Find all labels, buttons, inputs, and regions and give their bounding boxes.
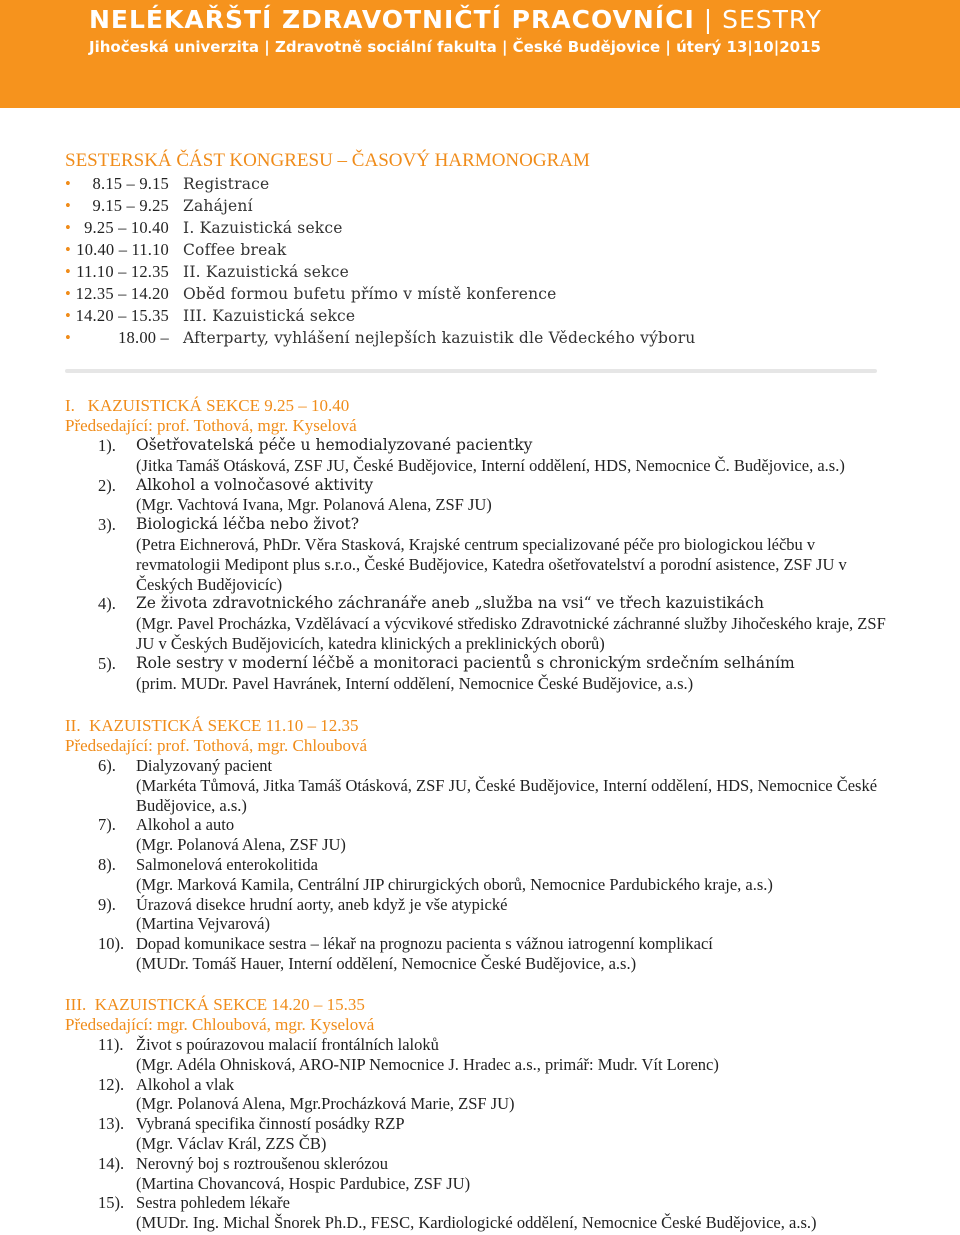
- section-heading: I. KAZUISTICKÁ SEKCE 9.25 – 10.40: [65, 396, 350, 415]
- schedule-label: III. Kazuistická sekce: [183, 307, 356, 325]
- section-2: [65, 716, 895, 974]
- schedule-label: Registrace: [183, 175, 270, 193]
- talk-number: 6).: [98, 756, 116, 775]
- talk-number: 3).: [98, 515, 116, 535]
- talk-authors: (Mgr. Marková Kamila, Centrální JIP chirurgických oborů, Nemocnice Pardubického kraje, a.s.): [136, 874, 773, 894]
- talk-item: [65, 756, 895, 815]
- schedule-time: 18.00 –: [118, 328, 169, 347]
- talk-number: 11).: [98, 1035, 124, 1054]
- section-heading: II. KAZUISTICKÁ SEKCE 11.10 – 12.35: [65, 716, 359, 735]
- section-chairs: Předsedající: mgr. Chloubová, mgr. Kyselová: [65, 1015, 375, 1034]
- talk-authors: (MUDr. Ing. Michal Šnorek Ph.D., FESC, Kardiologické oddělení, Nemocnice České Budějovice, a.s.): [136, 1213, 817, 1233]
- schedule-title: SESTERSKÁ ČÁST KONGRESU – ČASOVÝ HARMONOGRAM: [65, 150, 590, 171]
- talk-number: 14).: [98, 1153, 125, 1173]
- talk-number: 2).: [98, 475, 116, 495]
- schedule-label: Oběd formou bufetu přímo v místě konference: [183, 285, 557, 303]
- talk-authors: (Mgr. Adéla Ohnisková, ARO-NIP Nemocnice J. Hradec a.s., primář: Mudr. Vít Lorenc): [136, 1054, 719, 1074]
- section-1: [65, 396, 895, 693]
- section-chairs: Předsedající: prof. Tothová, mgr. Chloubová: [65, 736, 368, 755]
- talk-authors: (MUDr. Tomáš Hauer, Interní oddělení, Nemocnice České Budějovice, a.s.): [136, 953, 637, 973]
- talk-title: Salmonelová enterokolitida: [136, 854, 318, 874]
- talk-authors: (prim. MUDr. Pavel Havránek, Interní oddělení, Nemocnice České Budějovice, a.s.): [136, 673, 694, 693]
- talk-number: 15).: [98, 1193, 125, 1213]
- talk-title: Ze života zdravotnického záchranáře aneb „služba na vsi“ ve třech kazuistikách: [136, 594, 764, 613]
- bullet-icon: •: [65, 218, 71, 237]
- bullet-icon: •: [65, 284, 71, 303]
- talk-item: [65, 476, 895, 516]
- talk-title: Nerovný boj s roztroušenou sklerózou: [136, 1153, 389, 1173]
- schedule-label: I. Kazuistická sekce: [183, 219, 343, 237]
- talk-number: 8).: [98, 854, 116, 874]
- talk-item: [65, 654, 895, 694]
- schedule-time: 12.35 – 14.20: [75, 284, 169, 303]
- title-separator: |: [694, 5, 723, 34]
- bullet-icon: •: [65, 328, 71, 347]
- talk-number: 12).: [98, 1074, 125, 1094]
- talk-item: [65, 1075, 895, 1115]
- talk-item: [65, 515, 895, 594]
- talk-authors: (Mgr. Vachtová Ivana, Mgr. Polanová Alena, ZSF JU): [136, 495, 492, 515]
- divider: [65, 369, 877, 373]
- title-light: SESTRY: [722, 5, 822, 34]
- talk-title: Vybraná specifika činností posádky RZP: [136, 1114, 405, 1134]
- talk-number: 7).: [98, 815, 116, 835]
- talk-item: [65, 815, 895, 855]
- talk-item: [65, 594, 895, 653]
- schedule-label: II. Kazuistická sekce: [183, 263, 349, 281]
- talk-authors: (Jitka Tamáš Otásková, ZSF JU, České Budějovice, Interní oddělení, HDS, Nemocnice Č. Budějovice, a.s.): [136, 455, 845, 475]
- page-subtitle: Jihočeská univerzita | Zdravotně sociální fakulta | České Budějovice | úterý 13|10|2015: [89, 38, 821, 56]
- talk-number: 9).: [98, 894, 116, 914]
- talk-title: Život s poúrazovou malacií frontálních laloků: [136, 1035, 439, 1054]
- talk-authors: (Mgr. Pavel Procházka, Vzdělávací a výcvikové středisko Zdravotnické záchranné služby Jihočeského kraje, ZSF JU v Českých Budějovicích, katedra klinických a preklinických oborů): [136, 614, 886, 653]
- schedule-time: 11.10 – 12.35: [76, 262, 169, 281]
- schedule-time: 9.25 – 10.40: [84, 218, 169, 237]
- bullet-icon: •: [65, 196, 71, 215]
- talk-title: Alkohol a auto: [136, 815, 235, 835]
- page-title: [89, 4, 960, 36]
- talk-authors: (Mgr. Polanová Alena, ZSF JU): [136, 835, 346, 855]
- talk-number: 4).: [98, 594, 116, 614]
- title-bold: NELÉKAŘŠTÍ ZDRAVOTNIČTÍ PRACOVNÍCI: [89, 5, 695, 34]
- header-banner: [0, 0, 960, 108]
- talk-authors: (Markéta Tůmová, Jitka Tamáš Otásková, ZSF JU, České Budějovice, Interní oddělení, HDS, Nemocnice České Budějovice, a.s.): [136, 775, 878, 815]
- talk-item: [65, 1193, 895, 1233]
- talk-title: Alkohol a vlak: [136, 1074, 235, 1094]
- section-3: [65, 995, 895, 1233]
- talk-item: [65, 895, 895, 935]
- schedule-label: Afterparty, vyhlášení nejlepších kazuistik dle Vědeckého výboru: [183, 329, 696, 347]
- bullet-icon: •: [65, 262, 71, 281]
- talk-item: [65, 934, 895, 974]
- bullet-icon: •: [65, 174, 71, 193]
- talk-title: Dialyzovaný pacient: [136, 756, 273, 775]
- talk-authors: (Mgr. Polanová Alena, Mgr.Procházková Marie, ZSF JU): [136, 1094, 515, 1114]
- schedule-time: 10.40 – 11.10: [76, 240, 169, 259]
- talk-item: [65, 855, 895, 895]
- talk-authors: (Martina Vejvarová): [136, 914, 270, 934]
- talk-title: Ošetřovatelská péče u hemodialyzované pacientky: [136, 436, 533, 454]
- talk-number: 10).: [98, 934, 125, 954]
- schedule-time: 14.20 – 15.35: [75, 306, 169, 325]
- schedule-time: 8.15 – 9.15: [92, 174, 169, 193]
- talk-title: Sestra pohledem lékaře: [136, 1193, 290, 1213]
- talk-item: [65, 1114, 895, 1154]
- talk-number: 13).: [98, 1114, 125, 1134]
- talk-item: [65, 1035, 895, 1075]
- talk-title: Dopad komunikace sestra – lékař na prognozu pacienta s vážnou iatrogenní komplikací: [136, 934, 713, 954]
- schedule-time: 9.15 – 9.25: [92, 196, 169, 215]
- talk-title: Alkohol a volnočasové aktivity: [136, 475, 374, 494]
- talk-authors: (Mgr. Václav Král, ZZS ČB): [136, 1133, 327, 1153]
- talk-number: 1).: [98, 436, 116, 455]
- talk-authors: (Petra Eichnerová, PhDr. Věra Stasková, Krajské centrum specializované péče pro biologickou léčbu v revmatologii Medipont plus s.r.o., České Budějovice, Katedra ošetřovatelství a porodní asistence, ZSF JU v Českých Budějovicíc): [136, 534, 847, 594]
- talk-item: [65, 1154, 895, 1194]
- talk-title: Úrazová disekce hrudní aorty, aneb když je vše atypické: [136, 894, 508, 914]
- bullet-icon: •: [65, 240, 71, 259]
- talk-title: Biologická léčba nebo život?: [136, 515, 360, 534]
- section-heading: III. KAZUISTICKÁ SEKCE 14.20 – 15.35: [65, 995, 365, 1014]
- talk-authors: (Martina Chovancová, Hospic Pardubice, ZSF JU): [136, 1173, 471, 1193]
- talk-item: [65, 436, 895, 476]
- section-chairs: Předsedající: prof. Tothová, mgr. Kyselová: [65, 416, 357, 435]
- bullet-icon: •: [65, 306, 71, 325]
- schedule-label: Coffee break: [183, 241, 287, 259]
- schedule-label: Zahájení: [183, 197, 253, 215]
- talk-title: Role sestry v moderní léčbě a monitoraci pacientů s chronickým srdečním selháním: [136, 653, 795, 672]
- talk-number: 5).: [98, 653, 116, 673]
